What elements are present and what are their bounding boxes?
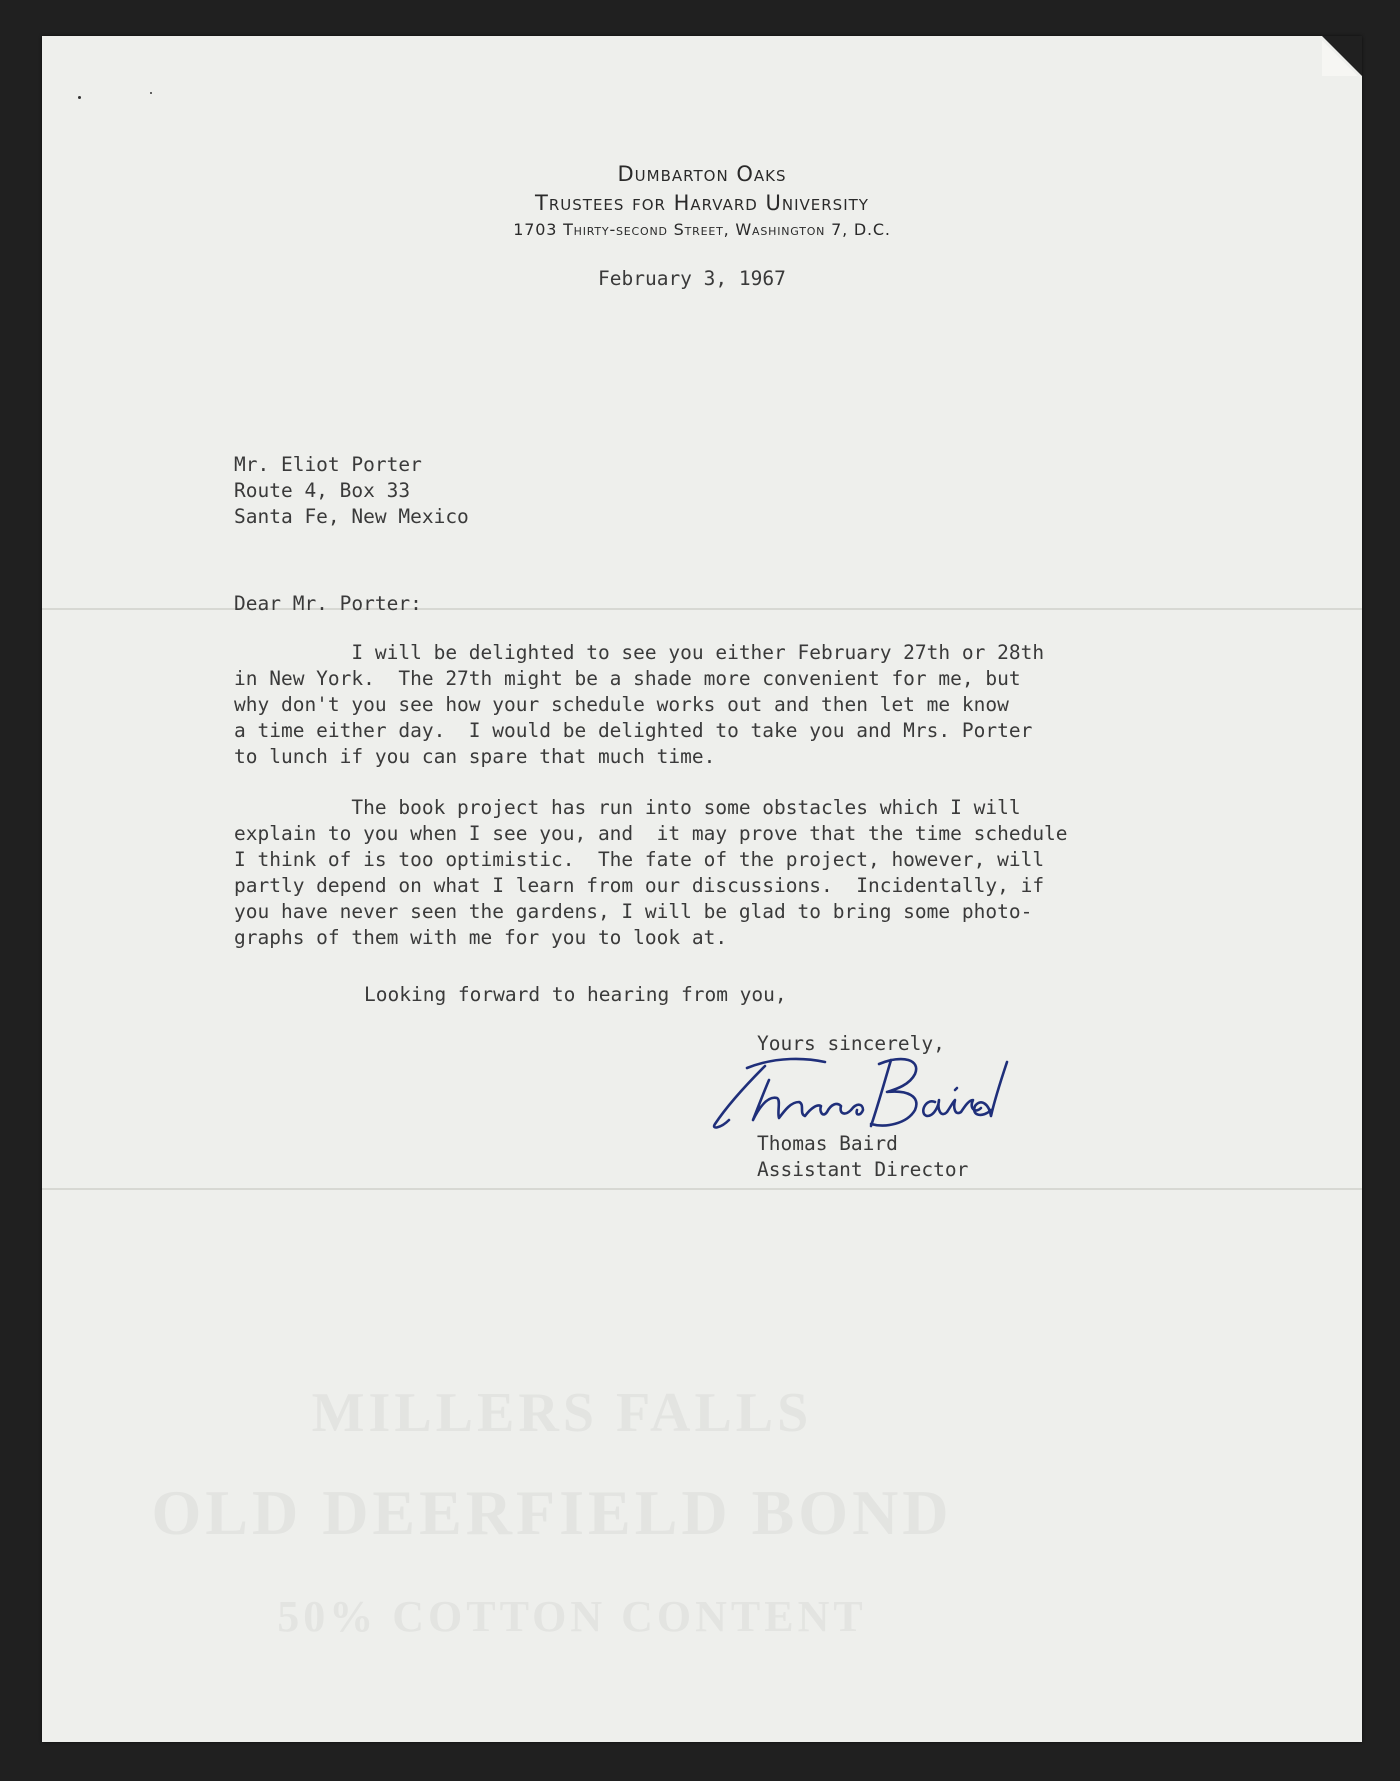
- closing-line: Looking forward to hearing from you,: [364, 983, 787, 1006]
- recipient-address: [234, 452, 469, 530]
- letterhead-trustees: Trustees for Harvard University: [535, 191, 869, 215]
- paragraph-line: explain to you when I see you, and it may prove that the time schedule: [234, 822, 1068, 845]
- paragraph-line: The book project has run into some obstacles which I will: [234, 796, 1021, 819]
- paragraph-line: why don't you see how your schedule works out and then let me know: [234, 693, 1009, 716]
- letter-date: February 3, 1967: [598, 267, 786, 290]
- letterhead-address: 1703 Thirty-second Street, Washington 7, D.C.: [513, 220, 891, 239]
- complimentary-close: Yours sincerely,: [757, 1032, 945, 1055]
- body-paragraph-2: [234, 795, 1068, 951]
- recipient-line-1: Mr. Eliot Porter: [234, 453, 422, 476]
- paragraph-line: I will be delighted to see you either February 27th or 28th: [234, 641, 1045, 664]
- recipient-line-2: Route 4, Box 33: [234, 479, 411, 502]
- paper-speck: [150, 92, 152, 94]
- signer-name: Thomas Baird: [757, 1132, 898, 1155]
- watermark-line-2: OLD DEERFIELD BOND: [151, 1477, 953, 1548]
- signature-stroke: [955, 1088, 957, 1090]
- paragraph-line: partly depend on what I learn from our discussions. Incidentally, if: [234, 874, 1045, 897]
- salutation: Dear Mr. Porter:: [234, 592, 422, 615]
- signature-stroke: [974, 1062, 1007, 1116]
- paragraph-line: I think of is too optimistic. The fate of the project, however, will: [234, 848, 1045, 871]
- paragraph-line: in New York. The 27th might be a shade more convenient for me, but: [234, 667, 1021, 690]
- paragraph-line: to lunch if you can spare that much time.: [234, 745, 716, 768]
- handwritten-signature: [707, 1054, 1027, 1134]
- paragraph-line: graphs of them with me for you to look at.: [234, 926, 728, 949]
- watermark-line-1: MILLERS FALLS: [311, 1382, 813, 1444]
- letter-page: [42, 36, 1362, 1742]
- body-paragraph-1: [234, 640, 1044, 770]
- recipient-line-3: Santa Fe, New Mexico: [234, 505, 469, 528]
- watermark-line-3: 50% COTTON CONTENT: [277, 1592, 867, 1641]
- paper-speck: [78, 96, 81, 99]
- fold-line-lower: [42, 1188, 1362, 1190]
- signature-stroke: [923, 1100, 981, 1116]
- signature-stroke: [714, 1066, 765, 1127]
- signature-stroke: [747, 1059, 825, 1068]
- signature-stroke: [753, 1080, 863, 1120]
- letterhead-organization: Dumbarton Oaks: [617, 162, 787, 186]
- signature-stroke: [871, 1059, 916, 1125]
- paragraph-line: a time either day. I would be delighted to take you and Mrs. Porter: [234, 719, 1033, 742]
- paragraph-line: you have never seen the gardens, I will be glad to bring some photo-: [234, 900, 1033, 923]
- dog-ear-flap: [1322, 40, 1358, 76]
- signer-title: Assistant Director: [757, 1158, 969, 1181]
